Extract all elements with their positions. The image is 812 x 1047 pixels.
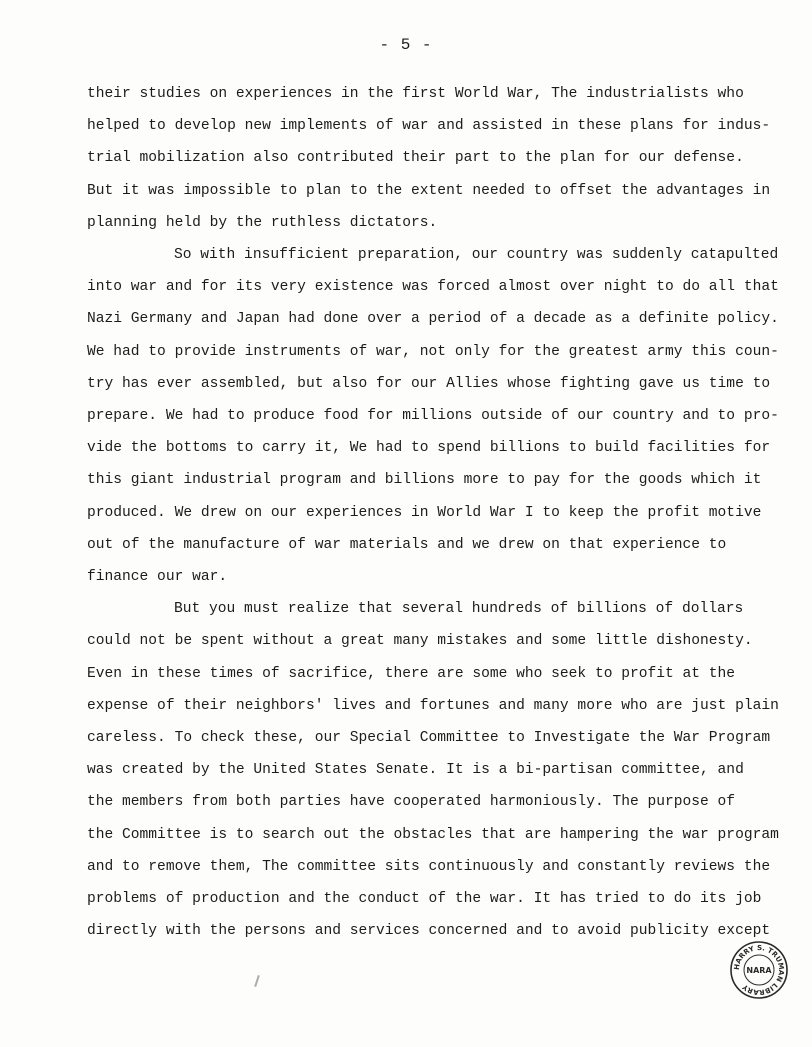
text-line: helped to develop new implements of war and assisted in these plans for indus-: [87, 118, 771, 135]
text-line: and to remove them, The committee sits continuously and constantly reviews the: [87, 858, 771, 875]
text-line: We had to provide instruments of war, not only for the greatest army this coun-: [87, 343, 779, 360]
paragraph-1: [87, 78, 771, 239]
text-line: Even in these times of sacrifice, there are some who seek to profit at the: [87, 665, 736, 682]
body-text: [87, 78, 779, 947]
text-line: into war and for its very existence was forced almost over night to do all that: [87, 279, 779, 296]
text-line: trial mobilization also contributed their part to the plan for our defense.: [87, 150, 744, 167]
text-line: expense of their neighbors' lives and fortunes and many more who are just plain: [87, 697, 779, 714]
text-line: So with insufficient preparation, our country was suddenly catapulted: [174, 247, 779, 264]
paragraph-3: [87, 593, 779, 947]
text-line: the Committee is to search out the obstacles that are hampering the war program: [87, 826, 779, 843]
text-line: planning held by the ruthless dictators.: [87, 214, 438, 231]
text-line: produced. We drew on our experiences in World War I to keep the profit motive: [87, 504, 762, 521]
text-line: vide the bottoms to carry it, We had to spend billions to build facilities for: [87, 440, 771, 457]
text-line: Nazi Germany and Japan had done over a period of a decade as a definite policy.: [87, 311, 779, 328]
truman-library-stamp-icon: [729, 940, 789, 1000]
text-line: this giant industrial program and billions more to pay for the goods which it: [87, 472, 762, 489]
text-line: try has ever assembled, but also for our Allies whose fighting gave us time to: [87, 375, 771, 392]
text-line: could not be spent without a great many mistakes and some little dishonesty.: [87, 633, 753, 650]
text-line: problems of production and the conduct of the war. It has tried to do its job: [87, 891, 762, 908]
text-line: out of the manufacture of war materials and we drew on that experience to: [87, 536, 727, 553]
stamp-center-text: NARA: [746, 966, 772, 975]
text-line: directly with the persons and services concerned and to avoid publicity except: [87, 923, 771, 940]
text-line: the members from both parties have cooperated harmoniously. The purpose of: [87, 794, 736, 811]
stamp-arc-text: HARRY S. TRUMAN LIBRARY: [732, 943, 786, 997]
text-line: careless. To check these, our Special Committee to Investigate the War Program: [87, 730, 771, 747]
text-line: finance our war.: [87, 569, 228, 586]
text-line: But you must realize that several hundreds of billions of dollars: [174, 601, 744, 618]
page-number: - 5 -: [379, 36, 433, 54]
text-line: But it was impossible to plan to the extent needed to offset the advantages in: [87, 182, 771, 199]
paragraph-2: [87, 239, 779, 593]
text-line: was created by the United States Senate. It is a bi-partisan committee, and: [87, 762, 744, 779]
stray-pen-mark: [254, 975, 260, 987]
text-line: their studies on experiences in the first World War, The industrialists who: [87, 86, 744, 102]
text-line: prepare. We had to produce food for millions outside of our country and to pro-: [87, 408, 779, 425]
